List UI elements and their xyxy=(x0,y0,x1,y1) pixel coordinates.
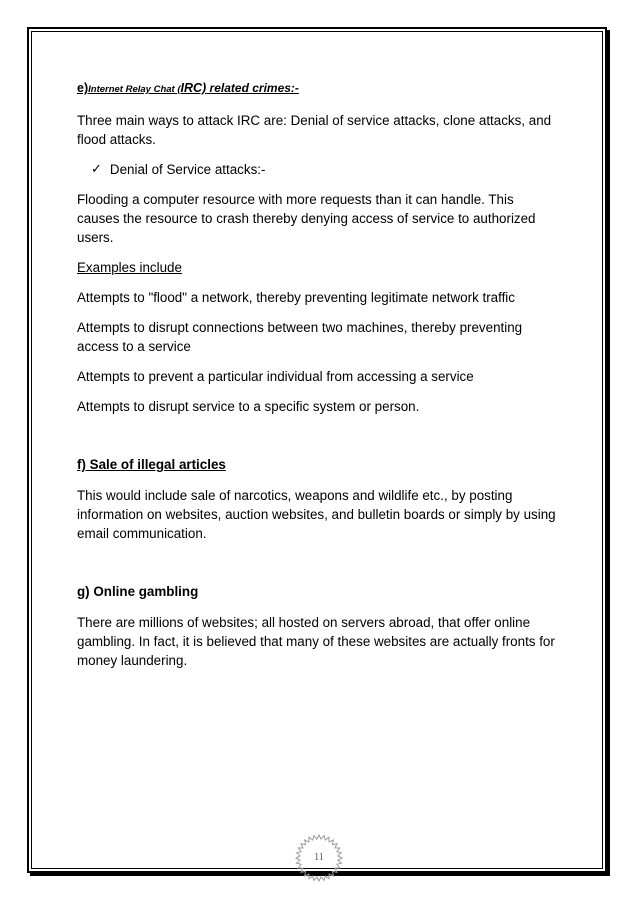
page-number-badge xyxy=(294,833,344,883)
example-item: Attempts to disrupt connections between two machines, thereby preventing access to a service xyxy=(77,320,523,354)
bullet-label: Denial of Service attacks:- xyxy=(109,162,266,177)
examples-label: Examples include xyxy=(77,260,182,275)
example-item: Attempts to prevent a particular individual from accessing a service xyxy=(77,369,474,384)
page-number: 11 xyxy=(314,852,324,863)
section-e-heading xyxy=(77,78,557,99)
bullet-denial-of-service xyxy=(91,160,557,179)
section-e-intro: Three main ways to attack IRC are: Denial of service attacks, clone attacks, and flood attacks. xyxy=(77,113,552,147)
section-f-title: f) Sale of illegal articles xyxy=(77,457,226,472)
checkmark-icon: ✓ xyxy=(91,162,102,177)
section-e-prefix: e) xyxy=(77,81,89,95)
example-item: Attempts to "flood" a network, thereby preventing legitimate network traffic xyxy=(77,290,515,305)
section-g-title: g) Online gambling xyxy=(77,584,199,599)
example-item: Attempts to disrupt service to a specific system or person. xyxy=(77,399,420,414)
section-e-small-title: Internet Relay Chat ( xyxy=(88,84,181,95)
section-g-body: There are millions of websites; all hosted on servers abroad, that offer online gambling. In fact, it is believed that many of these websites are actually fronts for money laundering. xyxy=(77,615,555,668)
section-f-body: This would include sale of narcotics, weapons and wildlife etc., by posting information on websites, auction websites, and bulletin boards or simply by using email communication. xyxy=(77,488,556,541)
section-e-rest: related crimes:- xyxy=(206,81,299,95)
section-e-irc: IRC) xyxy=(180,81,207,95)
page-content xyxy=(77,78,557,681)
section-e-description: Flooding a computer resource with more requests than it can handle. This causes the resource to crash thereby denying access of service to authorized users. xyxy=(77,192,536,245)
